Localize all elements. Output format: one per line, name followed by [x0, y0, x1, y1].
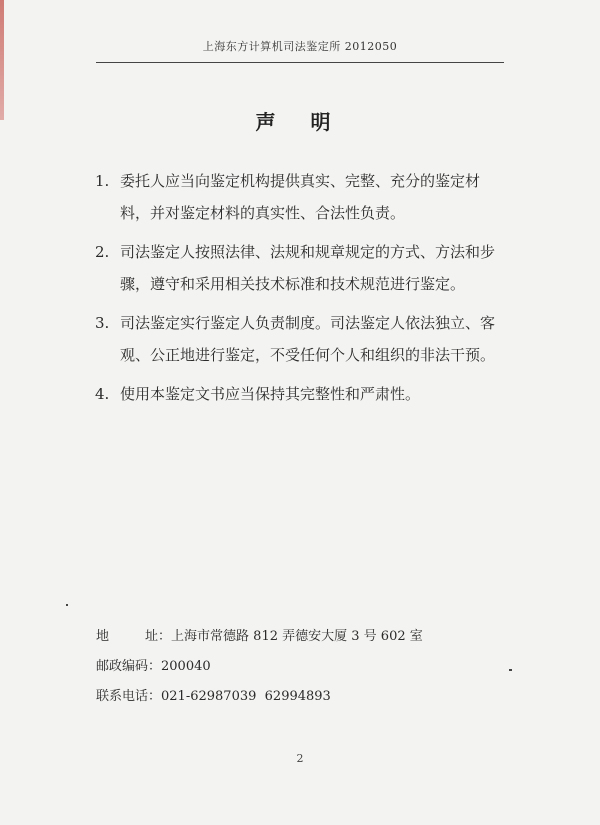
statement-item-3 — [95, 307, 525, 371]
address-label-char: 地 — [96, 629, 110, 644]
statement-item-4 — [95, 378, 525, 410]
statement-number: 1. — [95, 172, 110, 190]
statement-text-line1: 司法鉴定人按照法律、法规和规章规定的方式、方法和步 — [120, 243, 496, 261]
address-label — [96, 624, 171, 649]
phone-value: 021-62987039 62994893 — [161, 689, 331, 704]
phone-label: 联系电话： — [96, 689, 162, 704]
scan-speck — [509, 669, 512, 671]
statement-text-line2: 料，并对鉴定材料的真实性、合法性负责。 — [120, 204, 406, 222]
address-label-colon: ： — [158, 629, 172, 644]
statement-text-line1: 司法鉴定实行鉴定人负责制度。司法鉴定人依法独立、客 — [120, 314, 496, 332]
address-label-char: 址 — [145, 629, 159, 644]
address-value: 上海市常德路 812 弄德安大厦 3 号 602 室 — [171, 629, 423, 644]
statement-text-line2: 观、公正地进行鉴定，不受任何个人和组织的非法干预。 — [120, 346, 496, 364]
statement-number: 3. — [95, 314, 110, 332]
statement-number: 2. — [95, 243, 110, 261]
statement-text-line1: 委托人应当向鉴定机构提供真实、完整、充分的鉴定材 — [120, 172, 481, 190]
contact-info — [96, 624, 516, 714]
postcode-row — [96, 654, 516, 679]
statement-item-1 — [95, 165, 525, 229]
statement-list — [95, 165, 525, 417]
statement-number: 4. — [95, 385, 110, 403]
postcode-value: 200040 — [161, 659, 211, 674]
address-row — [96, 624, 516, 649]
statement-text-line1: 使用本鉴定文书应当保持其完整性和严肃性。 — [120, 385, 421, 403]
phone-row — [96, 684, 516, 709]
postcode-label: 邮政编码： — [96, 659, 162, 674]
edge-color-mark — [0, 0, 4, 120]
scan-speck — [66, 604, 68, 606]
page-title: 声 明 — [255, 110, 345, 134]
page-number: 2 — [296, 752, 304, 765]
statement-item-2 — [95, 236, 525, 300]
header-rule — [96, 62, 504, 63]
statement-text-line2: 骤，遵守和采用相关技术标准和技术规范进行鉴定。 — [120, 275, 466, 293]
document-header: 上海东方计算机司法鉴定所 2012050 — [202, 40, 398, 53]
